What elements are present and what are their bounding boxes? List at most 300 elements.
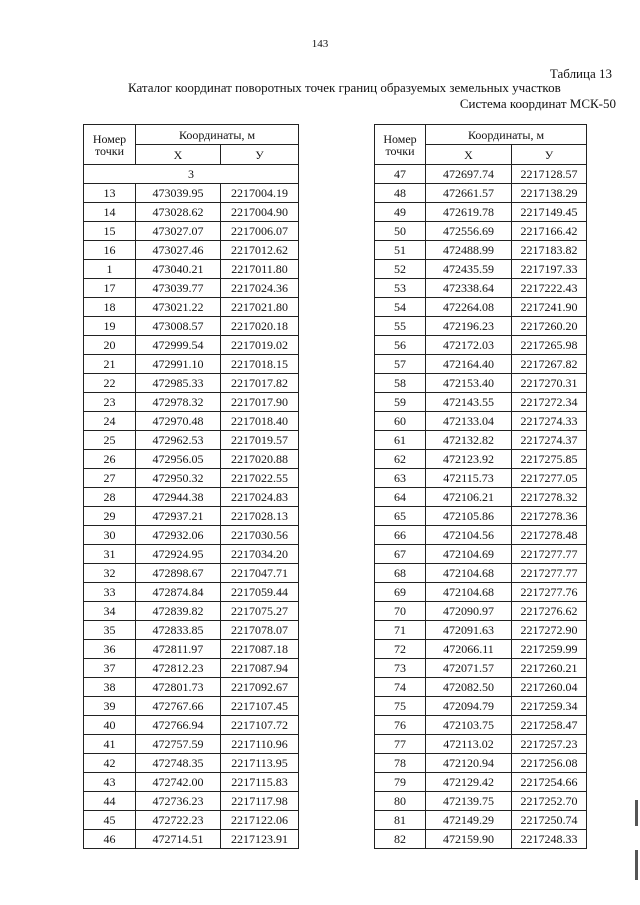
point-number-cell: 77 <box>375 735 426 754</box>
y-coordinate-cell: 2217011.80 <box>221 260 299 279</box>
y-coordinate-cell: 2217012.62 <box>221 241 299 260</box>
point-number-cell: 18 <box>84 298 136 317</box>
x-coordinate-cell: 472172.03 <box>426 336 512 355</box>
table-row <box>84 621 299 640</box>
point-number-cell: 72 <box>375 640 426 659</box>
table-row <box>84 830 299 849</box>
header-x: X <box>136 145 221 165</box>
table-row <box>375 716 587 735</box>
x-coordinate-cell: 472103.75 <box>426 716 512 735</box>
point-number-cell: 71 <box>375 621 426 640</box>
x-coordinate-cell: 472104.68 <box>426 583 512 602</box>
table-row <box>84 374 299 393</box>
point-number-cell: 56 <box>375 336 426 355</box>
table-row <box>375 735 587 754</box>
y-coordinate-cell: 2217117.98 <box>221 792 299 811</box>
point-number-cell: 17 <box>84 279 136 298</box>
y-coordinate-cell: 2217250.74 <box>512 811 587 830</box>
table-row <box>375 830 587 849</box>
table-row <box>84 792 299 811</box>
y-coordinate-cell: 2217252.70 <box>512 792 587 811</box>
point-number-cell: 53 <box>375 279 426 298</box>
y-coordinate-cell: 2217123.91 <box>221 830 299 849</box>
x-coordinate-cell: 472164.40 <box>426 355 512 374</box>
point-number-cell: 26 <box>84 450 136 469</box>
point-number-cell: 82 <box>375 830 426 849</box>
table-row <box>375 279 587 298</box>
y-coordinate-cell: 2217113.95 <box>221 754 299 773</box>
x-coordinate-cell: 472932.06 <box>136 526 221 545</box>
x-coordinate-cell: 472937.21 <box>136 507 221 526</box>
y-coordinate-cell: 2217248.33 <box>512 830 587 849</box>
y-coordinate-cell: 2217278.36 <box>512 507 587 526</box>
point-number-cell: 55 <box>375 317 426 336</box>
table-row <box>84 564 299 583</box>
header-x: X <box>426 145 512 165</box>
x-coordinate-cell: 472999.54 <box>136 336 221 355</box>
x-coordinate-cell: 472748.35 <box>136 754 221 773</box>
point-number-cell: 54 <box>375 298 426 317</box>
point-number-cell: 30 <box>84 526 136 545</box>
y-coordinate-cell: 2217020.18 <box>221 317 299 336</box>
table-row <box>375 431 587 450</box>
header-coordinates: Координаты, м <box>136 125 299 145</box>
table-row <box>375 469 587 488</box>
y-coordinate-cell: 2217078.07 <box>221 621 299 640</box>
table-row <box>84 355 299 374</box>
table-row <box>375 412 587 431</box>
y-coordinate-cell: 2217006.07 <box>221 222 299 241</box>
point-number-cell: 43 <box>84 773 136 792</box>
point-number-cell: 73 <box>375 659 426 678</box>
y-coordinate-cell: 2217277.76 <box>512 583 587 602</box>
table-row <box>375 621 587 640</box>
point-number-cell: 33 <box>84 583 136 602</box>
x-coordinate-cell: 472978.32 <box>136 393 221 412</box>
header-y: У <box>512 145 587 165</box>
table-row <box>375 792 587 811</box>
y-coordinate-cell: 2217276.62 <box>512 602 587 621</box>
table-row <box>375 545 587 564</box>
y-coordinate-cell: 2217278.48 <box>512 526 587 545</box>
y-coordinate-cell: 2217030.56 <box>221 526 299 545</box>
point-number-cell: 68 <box>375 564 426 583</box>
x-coordinate-cell: 472766.94 <box>136 716 221 735</box>
point-number-cell: 78 <box>375 754 426 773</box>
header-point-number: Номер точки <box>375 125 426 165</box>
y-coordinate-cell: 2217047.71 <box>221 564 299 583</box>
x-coordinate-cell: 472104.69 <box>426 545 512 564</box>
x-coordinate-cell: 472153.40 <box>426 374 512 393</box>
y-coordinate-cell: 2217115.83 <box>221 773 299 792</box>
y-coordinate-cell: 2217259.34 <box>512 697 587 716</box>
x-coordinate-cell: 472196.23 <box>426 317 512 336</box>
x-coordinate-cell: 472091.63 <box>426 621 512 640</box>
x-coordinate-cell: 472120.94 <box>426 754 512 773</box>
table-row <box>84 260 299 279</box>
x-coordinate-cell: 472811.97 <box>136 640 221 659</box>
table-row <box>84 640 299 659</box>
y-coordinate-cell: 2217257.23 <box>512 735 587 754</box>
y-coordinate-cell: 2217270.31 <box>512 374 587 393</box>
x-coordinate-cell: 472714.51 <box>136 830 221 849</box>
point-number-cell: 74 <box>375 678 426 697</box>
point-number-cell: 50 <box>375 222 426 241</box>
y-coordinate-cell: 2217138.29 <box>512 184 587 203</box>
table-row <box>84 317 299 336</box>
x-coordinate-cell: 473027.46 <box>136 241 221 260</box>
point-number-cell: 69 <box>375 583 426 602</box>
x-coordinate-cell: 472104.56 <box>426 526 512 545</box>
y-coordinate-cell: 2217075.27 <box>221 602 299 621</box>
x-coordinate-cell: 472488.99 <box>426 241 512 260</box>
x-coordinate-cell: 472661.57 <box>426 184 512 203</box>
point-number-cell: 60 <box>375 412 426 431</box>
point-number-cell: 22 <box>84 374 136 393</box>
y-coordinate-cell: 2217277.77 <box>512 545 587 564</box>
x-coordinate-cell: 473008.57 <box>136 317 221 336</box>
y-coordinate-cell: 2217019.57 <box>221 431 299 450</box>
table-row <box>84 431 299 450</box>
y-coordinate-cell: 2217275.85 <box>512 450 587 469</box>
table-row <box>84 203 299 222</box>
y-coordinate-cell: 2217122.06 <box>221 811 299 830</box>
coordinates-table-left <box>83 124 299 849</box>
coordinate-system-label: Система координат МСК-50 <box>459 96 616 111</box>
point-number-cell: 63 <box>375 469 426 488</box>
table-row <box>375 165 587 184</box>
y-coordinate-cell: 2217022.55 <box>221 469 299 488</box>
y-coordinate-cell: 2217107.45 <box>221 697 299 716</box>
x-coordinate-cell: 472106.21 <box>426 488 512 507</box>
table-row <box>375 241 587 260</box>
y-coordinate-cell: 2217110.96 <box>221 735 299 754</box>
y-coordinate-cell: 2217017.82 <box>221 374 299 393</box>
x-coordinate-cell: 472991.10 <box>136 355 221 374</box>
point-number-cell: 21 <box>84 355 136 374</box>
table-row <box>84 716 299 735</box>
point-number-cell: 29 <box>84 507 136 526</box>
point-number-cell: 27 <box>84 469 136 488</box>
point-number-cell: 35 <box>84 621 136 640</box>
x-coordinate-cell: 472133.04 <box>426 412 512 431</box>
y-coordinate-cell: 2217017.90 <box>221 393 299 412</box>
table-row <box>375 697 587 716</box>
table-row <box>84 526 299 545</box>
x-coordinate-cell: 472956.05 <box>136 450 221 469</box>
table-row <box>84 241 299 260</box>
table-row <box>375 450 587 469</box>
y-coordinate-cell: 2217267.82 <box>512 355 587 374</box>
table-row <box>375 260 587 279</box>
point-number-cell: 34 <box>84 602 136 621</box>
coordinates-table-right <box>374 124 587 849</box>
document-title: Каталог координат поворотных точек границ образуемых земельных участков <box>128 80 561 95</box>
point-number-cell: 80 <box>375 792 426 811</box>
table-row <box>84 507 299 526</box>
y-coordinate-cell: 2217024.83 <box>221 488 299 507</box>
x-coordinate-cell: 472898.67 <box>136 564 221 583</box>
table-row <box>375 222 587 241</box>
table-row <box>375 811 587 830</box>
point-number-cell: 75 <box>375 697 426 716</box>
y-coordinate-cell: 2217092.67 <box>221 678 299 697</box>
table-row <box>375 678 587 697</box>
x-coordinate-cell: 472970.48 <box>136 412 221 431</box>
x-coordinate-cell: 472139.75 <box>426 792 512 811</box>
point-number-cell: 39 <box>84 697 136 716</box>
x-coordinate-cell: 472833.85 <box>136 621 221 640</box>
y-coordinate-cell: 2217004.19 <box>221 184 299 203</box>
x-coordinate-cell: 472767.66 <box>136 697 221 716</box>
table-row <box>84 602 299 621</box>
table-row <box>84 469 299 488</box>
y-coordinate-cell: 2217277.05 <box>512 469 587 488</box>
x-coordinate-cell: 473021.22 <box>136 298 221 317</box>
table-row <box>84 583 299 602</box>
point-number-cell: 37 <box>84 659 136 678</box>
x-coordinate-cell: 472143.55 <box>426 393 512 412</box>
x-coordinate-cell: 472944.38 <box>136 488 221 507</box>
y-coordinate-cell: 2217028.13 <box>221 507 299 526</box>
table-row <box>84 754 299 773</box>
table-row <box>84 488 299 507</box>
table-row <box>375 640 587 659</box>
y-coordinate-cell: 2217258.47 <box>512 716 587 735</box>
y-coordinate-cell: 2217272.90 <box>512 621 587 640</box>
y-coordinate-cell: 2217254.66 <box>512 773 587 792</box>
x-coordinate-cell: 472874.84 <box>136 583 221 602</box>
x-coordinate-cell: 472149.29 <box>426 811 512 830</box>
y-coordinate-cell: 2217004.90 <box>221 203 299 222</box>
scan-edge-mark <box>635 850 638 880</box>
point-number-cell: 15 <box>84 222 136 241</box>
point-number-cell: 70 <box>375 602 426 621</box>
point-number-cell: 47 <box>375 165 426 184</box>
x-coordinate-cell: 472105.86 <box>426 507 512 526</box>
x-coordinate-cell: 472924.95 <box>136 545 221 564</box>
y-coordinate-cell: 2217024.36 <box>221 279 299 298</box>
y-coordinate-cell: 2217107.72 <box>221 716 299 735</box>
point-number-cell: 31 <box>84 545 136 564</box>
point-number-cell: 49 <box>375 203 426 222</box>
x-coordinate-cell: 472985.33 <box>136 374 221 393</box>
table-row <box>84 697 299 716</box>
point-number-cell: 52 <box>375 260 426 279</box>
y-coordinate-cell: 2217265.98 <box>512 336 587 355</box>
point-number-cell: 13 <box>84 184 136 203</box>
point-number-cell: 1 <box>84 260 136 279</box>
section-label: 3 <box>84 165 299 184</box>
table-row <box>84 412 299 431</box>
table-row <box>84 678 299 697</box>
point-number-cell: 46 <box>84 830 136 849</box>
y-coordinate-cell: 2217059.44 <box>221 583 299 602</box>
header-y: У <box>221 145 299 165</box>
table-row <box>375 374 587 393</box>
table-row <box>84 735 299 754</box>
x-coordinate-cell: 472129.42 <box>426 773 512 792</box>
table-row <box>375 659 587 678</box>
x-coordinate-cell: 472338.64 <box>426 279 512 298</box>
table-row <box>84 393 299 412</box>
table-row <box>84 298 299 317</box>
x-coordinate-cell: 472090.97 <box>426 602 512 621</box>
y-coordinate-cell: 2217278.32 <box>512 488 587 507</box>
x-coordinate-cell: 472697.74 <box>426 165 512 184</box>
x-coordinate-cell: 472556.69 <box>426 222 512 241</box>
table-row <box>375 602 587 621</box>
point-number-cell: 59 <box>375 393 426 412</box>
point-number-cell: 67 <box>375 545 426 564</box>
point-number-cell: 19 <box>84 317 136 336</box>
table-row <box>375 393 587 412</box>
y-coordinate-cell: 2217277.77 <box>512 564 587 583</box>
point-number-cell: 66 <box>375 526 426 545</box>
y-coordinate-cell: 2217018.15 <box>221 355 299 374</box>
point-number-cell: 38 <box>84 678 136 697</box>
table-row <box>375 184 587 203</box>
point-number-cell: 44 <box>84 792 136 811</box>
point-number-cell: 76 <box>375 716 426 735</box>
x-coordinate-cell: 473039.95 <box>136 184 221 203</box>
y-coordinate-cell: 2217087.94 <box>221 659 299 678</box>
point-number-cell: 45 <box>84 811 136 830</box>
point-number-cell: 58 <box>375 374 426 393</box>
y-coordinate-cell: 2217259.99 <box>512 640 587 659</box>
table-row <box>375 203 587 222</box>
table-row <box>84 222 299 241</box>
x-coordinate-cell: 473028.62 <box>136 203 221 222</box>
x-coordinate-cell: 472962.53 <box>136 431 221 450</box>
table-row <box>84 545 299 564</box>
point-number-cell: 25 <box>84 431 136 450</box>
x-coordinate-cell: 472839.82 <box>136 602 221 621</box>
point-number-cell: 20 <box>84 336 136 355</box>
header-coordinates: Координаты, м <box>426 125 587 145</box>
table-row <box>375 355 587 374</box>
x-coordinate-cell: 472094.79 <box>426 697 512 716</box>
point-number-cell: 32 <box>84 564 136 583</box>
y-coordinate-cell: 2217260.04 <box>512 678 587 697</box>
point-number-cell: 36 <box>84 640 136 659</box>
y-coordinate-cell: 2217256.08 <box>512 754 587 773</box>
y-coordinate-cell: 2217274.37 <box>512 431 587 450</box>
y-coordinate-cell: 2217166.42 <box>512 222 587 241</box>
table-row <box>375 564 587 583</box>
x-coordinate-cell: 472742.00 <box>136 773 221 792</box>
table-row <box>375 583 587 602</box>
point-number-cell: 48 <box>375 184 426 203</box>
x-coordinate-cell: 472722.23 <box>136 811 221 830</box>
table-row <box>375 526 587 545</box>
point-number-cell: 51 <box>375 241 426 260</box>
y-coordinate-cell: 2217034.20 <box>221 545 299 564</box>
y-coordinate-cell: 2217241.90 <box>512 298 587 317</box>
point-number-cell: 14 <box>84 203 136 222</box>
table-body-left <box>84 184 299 849</box>
x-coordinate-cell: 472757.59 <box>136 735 221 754</box>
table-row <box>375 507 587 526</box>
x-coordinate-cell: 472071.57 <box>426 659 512 678</box>
y-coordinate-cell: 2217260.21 <box>512 659 587 678</box>
table-row <box>375 336 587 355</box>
y-coordinate-cell: 2217197.33 <box>512 260 587 279</box>
y-coordinate-cell: 2217272.34 <box>512 393 587 412</box>
y-coordinate-cell: 2217021.80 <box>221 298 299 317</box>
point-number-cell: 40 <box>84 716 136 735</box>
table-row <box>375 298 587 317</box>
y-coordinate-cell: 2217274.33 <box>512 412 587 431</box>
point-number-cell: 57 <box>375 355 426 374</box>
point-number-cell: 79 <box>375 773 426 792</box>
table-row <box>84 450 299 469</box>
table-row <box>84 184 299 203</box>
table-row <box>84 279 299 298</box>
table-row <box>375 317 587 336</box>
point-number-cell: 61 <box>375 431 426 450</box>
point-number-cell: 28 <box>84 488 136 507</box>
x-coordinate-cell: 472619.78 <box>426 203 512 222</box>
x-coordinate-cell: 472950.32 <box>136 469 221 488</box>
x-coordinate-cell: 472123.92 <box>426 450 512 469</box>
y-coordinate-cell: 2217019.02 <box>221 336 299 355</box>
point-number-cell: 64 <box>375 488 426 507</box>
table-row <box>84 659 299 678</box>
x-coordinate-cell: 473040.21 <box>136 260 221 279</box>
x-coordinate-cell: 472435.59 <box>426 260 512 279</box>
y-coordinate-cell: 2217087.18 <box>221 640 299 659</box>
y-coordinate-cell: 2217149.45 <box>512 203 587 222</box>
scan-edge-mark <box>635 800 638 826</box>
point-number-cell: 65 <box>375 507 426 526</box>
y-coordinate-cell: 2217018.40 <box>221 412 299 431</box>
table-label: Таблица 13 <box>549 66 612 81</box>
x-coordinate-cell: 472801.73 <box>136 678 221 697</box>
x-coordinate-cell: 473039.77 <box>136 279 221 298</box>
x-coordinate-cell: 472159.90 <box>426 830 512 849</box>
point-number-cell: 42 <box>84 754 136 773</box>
table-row <box>84 773 299 792</box>
x-coordinate-cell: 472113.02 <box>426 735 512 754</box>
x-coordinate-cell: 472082.50 <box>426 678 512 697</box>
y-coordinate-cell: 2217183.82 <box>512 241 587 260</box>
y-coordinate-cell: 2217020.88 <box>221 450 299 469</box>
table-row <box>84 336 299 355</box>
table-body-right <box>375 165 587 849</box>
y-coordinate-cell: 2217128.57 <box>512 165 587 184</box>
x-coordinate-cell: 472104.68 <box>426 564 512 583</box>
point-number-cell: 24 <box>84 412 136 431</box>
table-row <box>375 488 587 507</box>
x-coordinate-cell: 472115.73 <box>426 469 512 488</box>
point-number-cell: 23 <box>84 393 136 412</box>
table-row <box>375 754 587 773</box>
point-number-cell: 62 <box>375 450 426 469</box>
page-number: 143 <box>311 38 329 50</box>
y-coordinate-cell: 2217222.43 <box>512 279 587 298</box>
x-coordinate-cell: 472132.82 <box>426 431 512 450</box>
x-coordinate-cell: 472736.23 <box>136 792 221 811</box>
x-coordinate-cell: 472264.08 <box>426 298 512 317</box>
y-coordinate-cell: 2217260.20 <box>512 317 587 336</box>
point-number-cell: 16 <box>84 241 136 260</box>
x-coordinate-cell: 472066.11 <box>426 640 512 659</box>
table-row <box>84 811 299 830</box>
x-coordinate-cell: 472812.23 <box>136 659 221 678</box>
point-number-cell: 41 <box>84 735 136 754</box>
point-number-cell: 81 <box>375 811 426 830</box>
